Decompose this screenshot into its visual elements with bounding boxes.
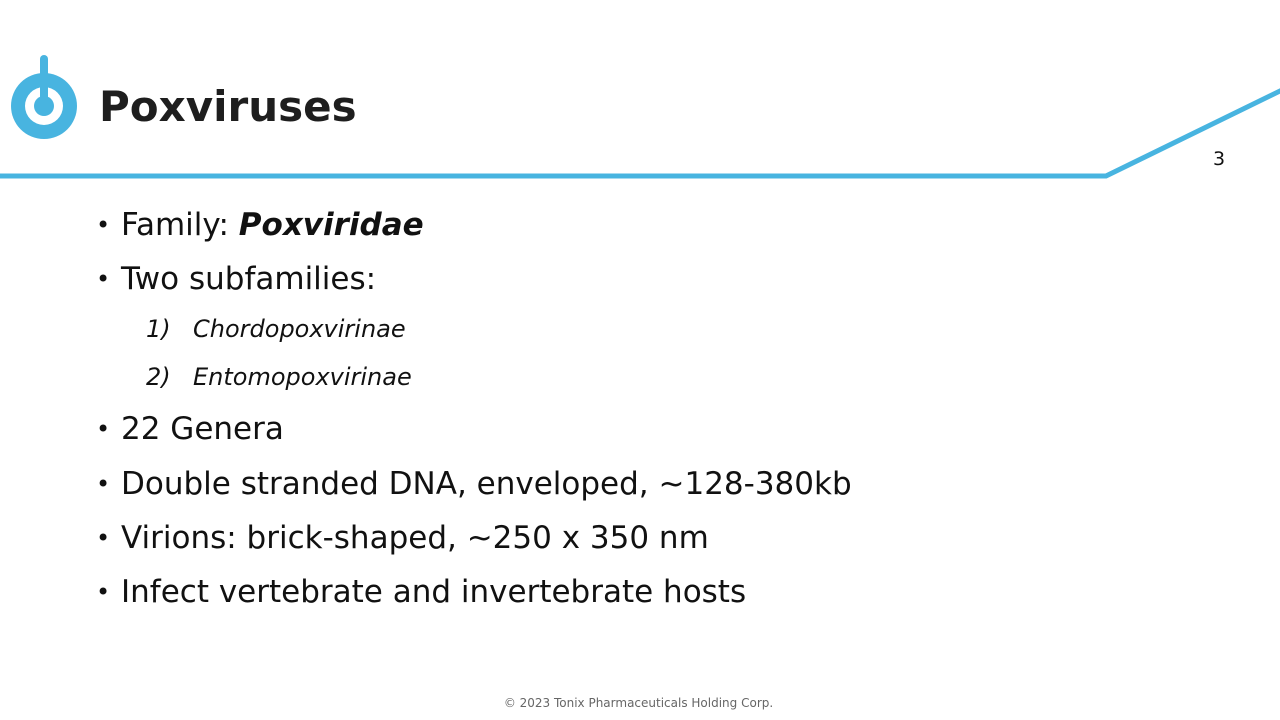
bullet-glyph: • xyxy=(96,578,111,606)
bullet-genera xyxy=(96,409,284,449)
bullet-dna xyxy=(96,464,852,504)
bullet-family xyxy=(96,205,424,245)
subfamily-item xyxy=(146,313,406,345)
bullet-glyph: • xyxy=(96,524,111,552)
bullet-text: Double stranded DNA, enveloped, ~128-380kb xyxy=(121,466,852,502)
bullet-virions xyxy=(96,518,709,558)
bullet-text: Virions: brick-shaped, ~250 x 350 nm xyxy=(121,520,709,556)
bullet-glyph: • xyxy=(96,415,111,443)
subfamily-name: Chordopoxvirinae xyxy=(193,315,406,343)
bullet-family-name: Poxviridae xyxy=(238,207,424,243)
bullet-hosts xyxy=(96,572,746,612)
bullet-family-prefix: Family: xyxy=(121,207,239,243)
bullet-glyph: • xyxy=(96,211,111,239)
bullet-text: Infect vertebrate and invertebrate hosts xyxy=(121,574,747,610)
subfamily-name: Entomopoxvirinae xyxy=(193,363,412,391)
page-number: 3 xyxy=(1213,148,1226,170)
copyright-footer: © 2023 Tonix Pharmaceuticals Holding Corp. xyxy=(503,696,774,710)
subfamily-item xyxy=(146,361,412,393)
bullet-subfamilies xyxy=(96,259,376,299)
bullet-text: 22 Genera xyxy=(121,411,284,447)
subfamily-number: 1) xyxy=(146,315,171,343)
slide-title: Poxviruses xyxy=(99,82,357,131)
bullet-text xyxy=(121,205,424,245)
bullet-glyph: • xyxy=(96,265,111,293)
bullet-text: Two subfamilies: xyxy=(121,261,377,297)
power-button-logo-icon xyxy=(9,55,79,141)
bullet-glyph: • xyxy=(96,470,111,498)
subfamily-number: 2) xyxy=(146,363,171,391)
